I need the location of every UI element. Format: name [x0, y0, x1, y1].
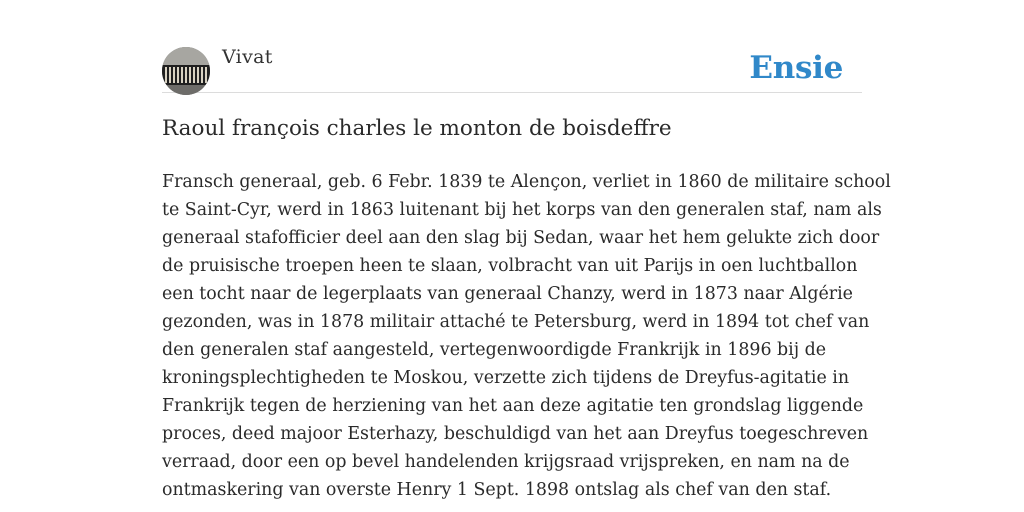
body-line: verraad, door een op bevel handelenden krijgsraad vrijspreken, en nam na de — [162, 452, 850, 472]
body-line: ontmaskering van overste Henry 1 Sept. 1898 ontslag als chef van den staf. — [162, 480, 832, 500]
body-line: gezonden, was in 1878 militair attaché te Petersburg, werd in 1894 tot chef van — [162, 312, 870, 332]
article-title: Raoul françois charles le monton de boisdeffre — [162, 116, 672, 141]
article-body — [162, 168, 891, 504]
body-line: een tocht naar de legerplaats van generaal Chanzy, werd in 1873 naar Algérie — [162, 284, 853, 304]
author-avatar[interactable] — [162, 47, 210, 95]
body-line: te Saint-Cyr, werd in 1863 luitenant bij het korps van den generalen staf, nam als — [162, 200, 882, 220]
avatar-image — [162, 47, 210, 95]
header — [162, 46, 862, 93]
body-line: de pruisische troepen heen te slaan, volbracht van uit Parijs in oen luchtballon — [162, 256, 858, 276]
body-line: proces, deed majoor Esterhazy, beschuldigd van het aan Dreyfus toegeschreven — [162, 424, 869, 444]
brand-logo[interactable]: Ensie — [749, 50, 843, 86]
body-line: generaal stafofficier deel aan den slag bij Sedan, waar het hem gelukte zich door — [162, 228, 880, 248]
body-line: kroningsplechtigheden te Moskou, verzette zich tijdens de Dreyfus-agitatie in — [162, 368, 850, 388]
body-line: den generalen staf aangesteld, vertegenwoordigde Frankrijk in 1896 bij de — [162, 340, 827, 360]
body-line: Frankrijk tegen de herziening van het aan deze agitatie ten grondslag liggende — [162, 396, 864, 416]
author-name[interactable]: Vivat — [222, 46, 273, 68]
body-line: Fransch generaal, geb. 6 Febr. 1839 te Alençon, verliet in 1860 de militaire school — [162, 172, 891, 192]
